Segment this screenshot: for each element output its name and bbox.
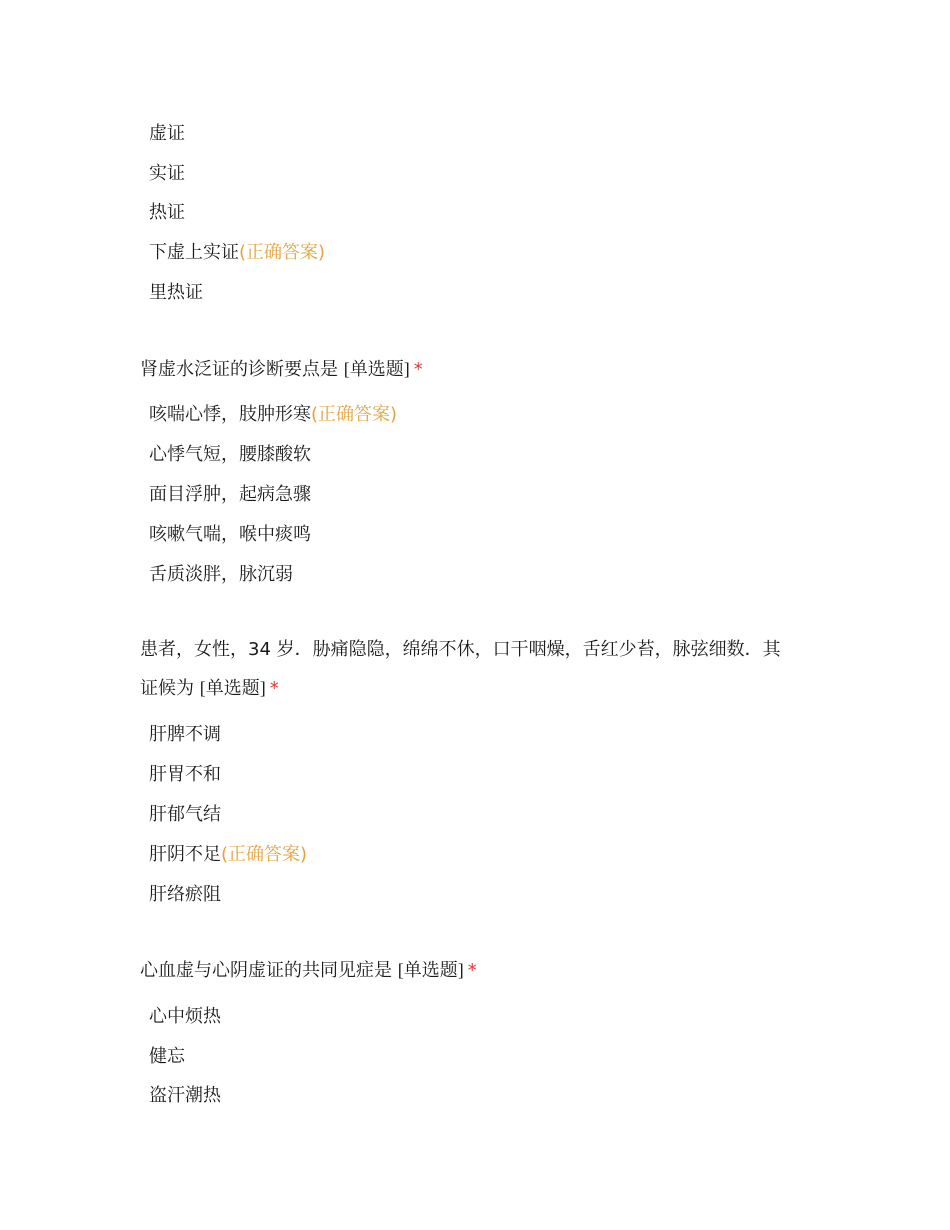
option <box>149 280 203 306</box>
option-correct <box>149 402 397 428</box>
question-type-tag: [单选题] <box>343 359 410 379</box>
correct-answer-marker: (正确答案) <box>311 404 398 425</box>
question-text: 肾虚水泛证的诊断要点是 <box>140 359 338 380</box>
option <box>149 802 221 828</box>
option-label: 心中烦热 <box>149 1006 221 1027</box>
option <box>149 200 185 226</box>
option <box>149 121 185 147</box>
question-text: 心血虚与心阴虚证的共同见症是 <box>140 960 392 981</box>
option <box>149 522 311 548</box>
option <box>149 1044 185 1070</box>
option <box>149 562 293 588</box>
required-marker: * <box>413 359 423 380</box>
option-correct <box>149 240 325 266</box>
option-label: 热证 <box>149 202 185 223</box>
option <box>149 482 311 508</box>
option-label: 虚证 <box>149 123 185 144</box>
option-correct <box>149 842 307 868</box>
correct-answer-marker: (正确答案) <box>221 844 308 865</box>
question-4-title <box>140 951 810 990</box>
option <box>149 161 185 187</box>
option-label: 肝脾不调 <box>149 724 221 745</box>
option-label: 肝络瘀阻 <box>149 884 221 905</box>
option-label: 咳喘心悸，肢肿形寒 <box>149 404 311 425</box>
option-label: 舌质淡胖，脉沉弱 <box>149 564 293 585</box>
option <box>149 1004 221 1030</box>
question-2-title <box>140 350 810 389</box>
required-marker: * <box>269 678 279 699</box>
option-label: 肝郁气结 <box>149 804 221 825</box>
option-label: 心悸气短，腰膝酸软 <box>149 444 311 465</box>
option <box>149 882 221 908</box>
option-label: 肝胃不和 <box>149 764 221 785</box>
option <box>149 722 221 748</box>
question-text-line-2 <box>140 669 810 708</box>
question-text-line-1: 患者，女性，34 岁．胁痛隐隐，绵绵不休，口干咽燥，舌红少苔，脉弦细数．其 <box>140 639 781 660</box>
option-label: 实证 <box>149 163 185 184</box>
option <box>149 762 221 788</box>
option-label: 健忘 <box>149 1046 185 1067</box>
option-label: 盗汗潮热 <box>149 1085 221 1106</box>
option-label: 咳嗽气喘，喉中痰鸣 <box>149 524 311 545</box>
option <box>149 442 311 468</box>
question-3-title <box>140 631 810 708</box>
question-type-tag: [单选题] <box>199 678 266 698</box>
option-label: 面目浮肿，起病急骤 <box>149 484 311 505</box>
required-marker: * <box>467 960 477 981</box>
option-label: 里热证 <box>149 282 203 303</box>
question-type-tag: [单选题] <box>397 960 464 980</box>
option <box>149 1083 221 1109</box>
option-label: 下虚上实证 <box>149 242 239 263</box>
question-text: 证候为 <box>140 678 194 699</box>
correct-answer-marker: (正确答案) <box>239 242 326 263</box>
option-label: 肝阴不足 <box>149 844 221 865</box>
